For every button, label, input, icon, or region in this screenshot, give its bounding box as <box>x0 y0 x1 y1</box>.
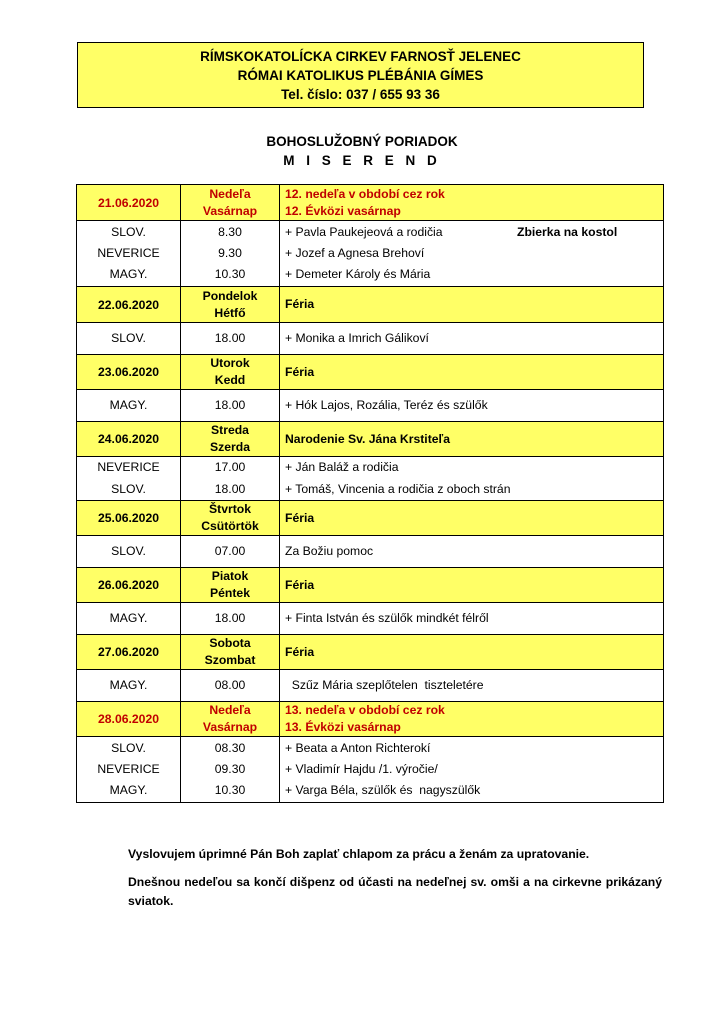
day-description <box>280 185 664 221</box>
mass-language: SLOV. <box>111 224 146 239</box>
day-date: 27.06.2020 <box>77 635 181 670</box>
mass-language: MAGY. <box>109 397 148 412</box>
mass-language-cell <box>77 603 181 635</box>
mass-schedule-table <box>76 184 664 803</box>
day-date: 21.06.2020 <box>77 185 181 221</box>
day-name-sk: Sobota <box>209 636 251 650</box>
collection-note: Zbierka na kostol <box>517 224 618 239</box>
day-name-hu: Vasárnap <box>202 203 258 218</box>
mass-intention <box>285 243 663 264</box>
day-name-hu: Szerda <box>210 440 250 454</box>
mass-time: 18.00 <box>214 610 246 625</box>
day-name <box>181 355 280 390</box>
mass-time: 10.30 <box>214 267 246 282</box>
mass-time: 10.30 <box>214 783 246 798</box>
day-name-sk: Piatok <box>211 569 249 583</box>
parish-header <box>77 42 644 108</box>
mass-time-cell <box>181 536 280 568</box>
mass-time: 09.30 <box>214 761 246 776</box>
day-date: 26.06.2020 <box>77 568 181 603</box>
day-name <box>181 501 280 536</box>
day-desc-sk: Féria <box>285 644 315 659</box>
day-name-hu: Vasárnap <box>202 720 258 734</box>
day-name-hu: Szombat <box>204 653 256 667</box>
mass-time: 18.00 <box>214 481 246 496</box>
mass-time: 17.00 <box>214 460 246 475</box>
title-main: BOHOSLUŽOBNÝ PORIADOK <box>266 134 458 149</box>
day-name <box>181 287 280 323</box>
day-date: 25.06.2020 <box>77 501 181 536</box>
mass-intention-cell <box>280 670 664 702</box>
day-name-sk: Utorok <box>210 356 250 370</box>
title-sub: M I S E R E N D <box>283 153 441 168</box>
mass-row <box>77 390 664 422</box>
header-phone: Tel. číslo: 037 / 655 93 36 <box>281 87 440 102</box>
mass-intention-text: + Ján Baláž a rodičia <box>285 460 399 475</box>
mass-intention <box>285 759 663 780</box>
mass-time: 8.30 <box>218 224 242 239</box>
mass-intention <box>285 608 663 629</box>
day-name <box>181 635 280 670</box>
mass-intention-cell <box>280 737 664 803</box>
mass-language-cell <box>77 323 181 355</box>
day-row <box>77 185 664 221</box>
day-description <box>280 501 664 536</box>
mass-row <box>77 221 664 287</box>
day-desc-hu: 13. Évközi vasárnap <box>285 720 401 734</box>
schedule-title <box>0 132 724 170</box>
mass-intention <box>285 738 663 759</box>
day-name <box>181 702 280 737</box>
day-name-hu: Péntek <box>210 586 250 600</box>
day-name-sk: Nedeľa <box>209 186 251 201</box>
mass-language-cell <box>77 457 181 501</box>
mass-language: SLOV. <box>111 330 146 345</box>
mass-intention-text: + Monika a Imrich Gálikoví <box>285 330 429 345</box>
day-description <box>280 422 664 457</box>
mass-language: MAGY. <box>109 267 148 282</box>
mass-time: 18.00 <box>214 397 246 412</box>
mass-time-cell <box>181 221 280 287</box>
mass-row <box>77 323 664 355</box>
day-description <box>280 702 664 737</box>
day-name-sk: Pondelok <box>202 288 258 303</box>
mass-language: NEVERICE <box>97 761 160 776</box>
day-row <box>77 422 664 457</box>
mass-intention-cell <box>280 457 664 501</box>
mass-intention <box>285 675 663 696</box>
mass-time: 9.30 <box>218 245 242 260</box>
mass-language: SLOV. <box>111 481 146 496</box>
mass-intention <box>285 457 663 478</box>
mass-row <box>77 670 664 702</box>
day-name <box>181 422 280 457</box>
mass-time: 08.30 <box>214 740 246 755</box>
day-row <box>77 568 664 603</box>
day-row <box>77 287 664 323</box>
day-description <box>280 635 664 670</box>
day-description <box>280 355 664 390</box>
mass-time-cell <box>181 390 280 422</box>
day-description <box>280 568 664 603</box>
day-date: 24.06.2020 <box>77 422 181 457</box>
mass-language: MAGY. <box>109 677 148 692</box>
mass-intention-text: + Hók Lajos, Rozália, Teréz és szülők <box>285 397 488 412</box>
day-desc-sk: Narodenie Sv. Jána Krstiteľa <box>285 431 451 446</box>
day-name-sk: Streda <box>211 423 249 437</box>
mass-intention-cell <box>280 221 664 287</box>
day-date: 23.06.2020 <box>77 355 181 390</box>
day-date: 28.06.2020 <box>77 702 181 737</box>
mass-intention-text: + Beata a Anton Richterokí <box>285 740 431 755</box>
day-name-sk: Štvrtok <box>209 502 251 516</box>
mass-language: NEVERICE <box>97 460 160 475</box>
mass-time: 08.00 <box>214 677 246 692</box>
mass-intention <box>285 222 663 243</box>
mass-row <box>77 457 664 501</box>
mass-language-cell <box>77 536 181 568</box>
mass-language: SLOV. <box>111 543 146 558</box>
mass-intention <box>285 541 663 562</box>
mass-intention <box>285 479 663 500</box>
day-desc-sk: Féria <box>285 510 315 525</box>
day-description <box>280 287 664 323</box>
mass-intention-text: + Varga Béla, szülők és nagyszülők <box>285 783 481 798</box>
mass-language-cell <box>77 737 181 803</box>
mass-intention-text: Za Božiu pomoc <box>285 543 374 558</box>
day-name <box>181 185 280 221</box>
day-name <box>181 568 280 603</box>
mass-intention-text: + Finta István és szülők mindkét félről <box>285 610 489 625</box>
mass-row <box>77 737 664 803</box>
header-line-2: RÓMAI KATOLIKUS PLÉBÁNIA GÍMES <box>237 68 484 83</box>
day-date: 22.06.2020 <box>77 287 181 323</box>
mass-language: SLOV. <box>111 740 146 755</box>
mass-time-cell <box>181 323 280 355</box>
mass-row <box>77 603 664 635</box>
mass-time-cell <box>181 670 280 702</box>
mass-time-cell <box>181 737 280 803</box>
mass-intention-cell <box>280 603 664 635</box>
day-name-hu: Kedd <box>214 373 246 387</box>
day-row <box>77 635 664 670</box>
mass-language: NEVERICE <box>97 245 160 260</box>
mass-language: MAGY. <box>109 783 148 798</box>
mass-time-cell <box>181 603 280 635</box>
mass-time: 18.00 <box>214 330 246 345</box>
header-line-1: RÍMSKOKATOLÍCKA CIRKEV FARNOSŤ JELENEC <box>200 49 521 64</box>
footer-dispensation: Dnešnou nedeľou sa končí dišpenz od účasti na nedeľnej sv. omši a na cirkevne prikázaný sviatok. <box>128 875 662 908</box>
footer-notes <box>128 845 662 920</box>
mass-intention-text: + Jozef a Agnesa Brehoví <box>285 245 425 260</box>
mass-intention-cell <box>280 323 664 355</box>
day-row <box>77 702 664 737</box>
mass-time: 07.00 <box>214 543 246 558</box>
mass-time-cell <box>181 457 280 501</box>
mass-intention-cell <box>280 536 664 568</box>
footer-thanks: Vyslovujem úprimné Pán Boh zaplať chlapom za prácu a ženám za upratovanie. <box>128 847 590 861</box>
day-desc-sk: Féria <box>285 577 315 592</box>
mass-intention-text: + Pavla Paukejeová a rodičia <box>285 224 443 239</box>
mass-intention <box>285 328 663 349</box>
day-desc-sk: Féria <box>285 297 315 311</box>
mass-language-cell <box>77 670 181 702</box>
day-row <box>77 501 664 536</box>
mass-intention <box>285 264 663 285</box>
day-row <box>77 355 664 390</box>
day-name-hu: Csütörtök <box>201 519 259 533</box>
mass-language: MAGY. <box>109 610 148 625</box>
mass-intention-text: + Tomáš, Vincenia a rodičia z oboch strán <box>285 481 511 496</box>
day-name-hu: Hétfő <box>214 305 246 320</box>
mass-intention <box>285 780 663 801</box>
day-desc-hu: 12. Évközi vasárnap <box>285 203 401 218</box>
day-name-sk: Nedeľa <box>209 703 251 717</box>
mass-language-cell <box>77 221 181 287</box>
day-desc-sk: 12. nedeľa v období cez rok <box>285 186 445 201</box>
mass-language-cell <box>77 390 181 422</box>
mass-intention-text: + Vladimír Hajdu /1. výročie/ <box>285 761 438 776</box>
mass-intention-text: Szűz Mária szeplőtelen tiszteletére <box>285 677 484 692</box>
mass-intention <box>285 395 663 416</box>
day-desc-sk: Féria <box>285 364 315 379</box>
mass-intention-cell <box>280 390 664 422</box>
mass-row <box>77 536 664 568</box>
mass-intention-text: + Demeter Károly és Mária <box>285 267 431 282</box>
day-desc-sk: 13. nedeľa v období cez rok <box>285 703 445 717</box>
